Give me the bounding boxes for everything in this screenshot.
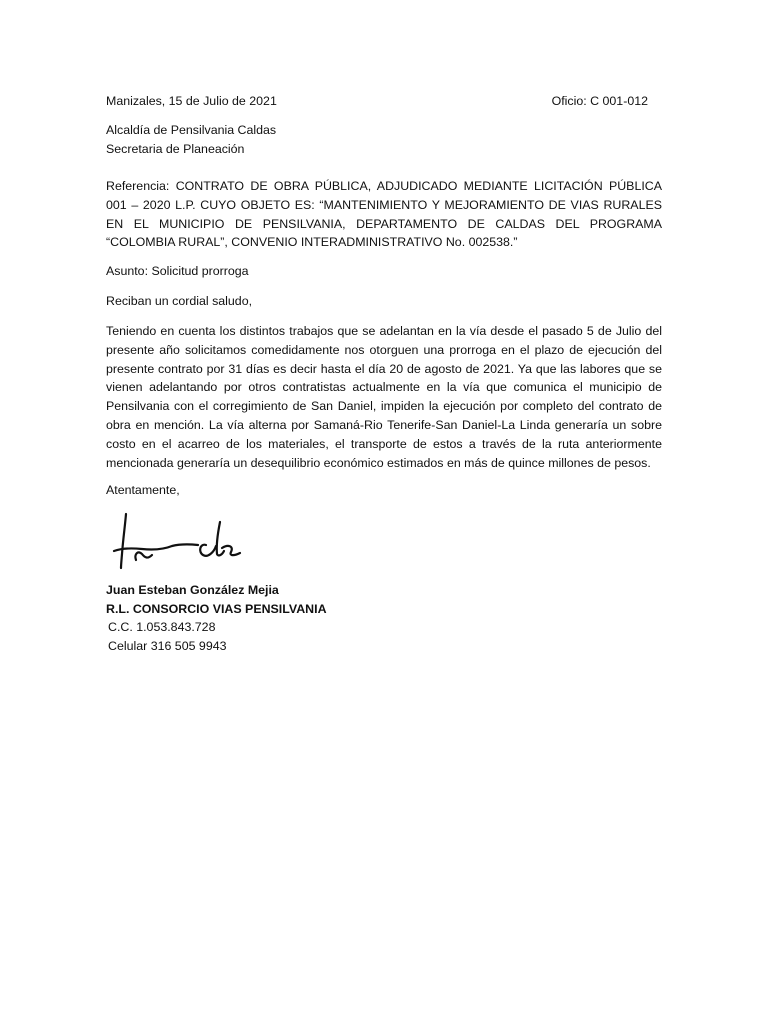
body-paragraph: Teniendo en cuenta los distintos trabajos que se adelantan en la vía desde el pasado 5 de Julio del presente año solicitamos comedidamente nos otorguen una prorroga en el plazo de ejecución del presente contrato por 31 días es decir hasta el día 20 de agosto de 2021. Ya que las labores que se vienen adelantando por otros contratistas actualmente en la vía que comunica el municipio de Pensilvania con el corregimiento de San Daniel, impiden la ejecución por completo del contrato de obra en mención. La vía alterna por Samaná-Rio Tenerife-San Daniel-La Linda generaría un sobre costo en el acarreo de los materiales, el transporte de estos a través de la ruta anteriormente mencionada generaría un desequilibrio económico estimados en más de quince millones de pesos. xyxy=(106,324,662,470)
closing: Atentamente, xyxy=(106,483,180,497)
letter-header xyxy=(106,92,662,112)
reference-paragraph: Referencia: CONTRATO DE OBRA PÚBLICA, ADJUDICADO MEDIANTE LICITACIÓN PÚBLICA 001 – 2020 L.P. CUYO OBJETO ES: “MANTENIMIENTO Y MEJORAMIENTO DE VIAS RURALES EN EL MUNICIPIO DE PENSILVANIA, DEPARTAMENTO DE CALDAS DEL PROGRAMA “COLOMBIA RURAL”, CONVENIO INTERADMINISTRATIVO No. 002538.” xyxy=(106,179,662,250)
handwritten-signature-icon xyxy=(112,508,244,572)
signer-id: C.C. 1.053.843.728 xyxy=(108,620,216,635)
signer-phone: Celular 316 505 9943 xyxy=(108,638,227,653)
oficio-number: Oficio: C 001-012 xyxy=(551,94,648,108)
greeting: Reciban un cordial saludo, xyxy=(106,294,253,308)
recipient-line-1: Alcaldía de Pensilvania Caldas xyxy=(106,123,277,137)
subject-line: Asunto: Solicitud prorroga xyxy=(106,264,249,278)
recipient-line-2: Secretaria de Planeación xyxy=(106,142,245,156)
signer-block xyxy=(106,581,506,655)
signer-role: R.L. CONSORCIO VIAS PENSILVANIA xyxy=(106,601,327,616)
signer-name: Juan Esteban González Mejia xyxy=(106,583,279,597)
place-date: Manizales, 15 de Julio de 2021 xyxy=(106,94,277,108)
recipient-block xyxy=(106,121,662,159)
